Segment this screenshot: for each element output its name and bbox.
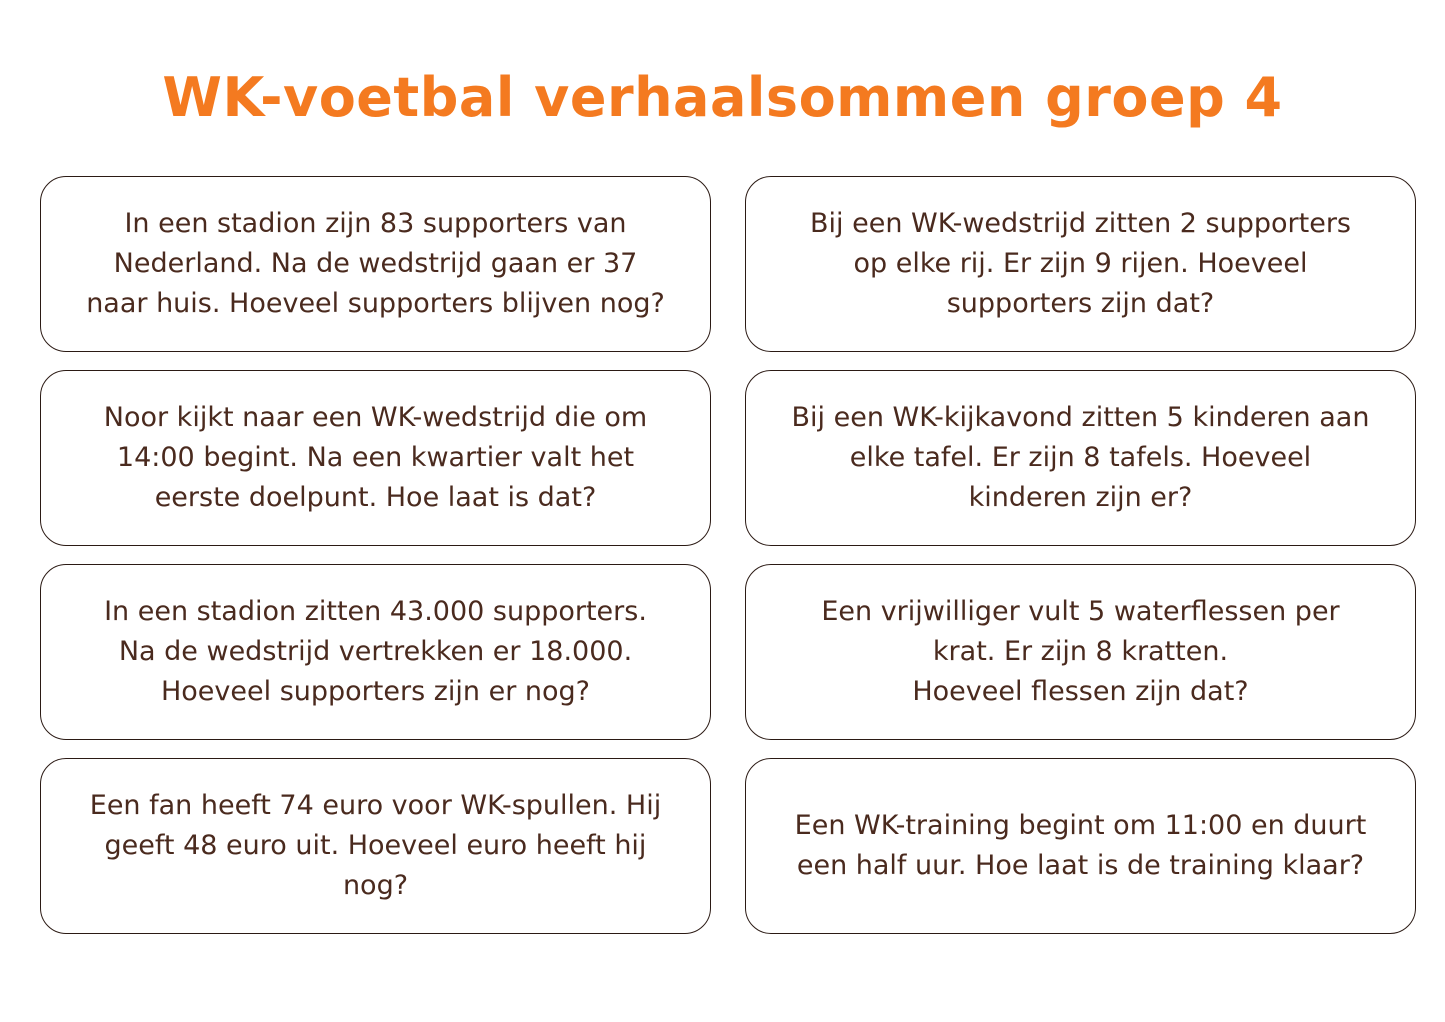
word-problem-card-3	[40, 370, 711, 546]
word-problem-card-2	[745, 176, 1416, 352]
word-problem-text: In een stadion zijn 83 supporters van Nederland. Na de wedstrijd gaan er 37 naar huis. Hoeveel supporters blijven nog?	[86, 208, 665, 319]
word-problem-text: Een vrijwilliger vult 5 waterflessen per krat. Er zijn 8 kratten. Hoeveel flessen zijn dat?	[821, 596, 1340, 707]
word-problem-card-6	[745, 564, 1416, 740]
word-problem-card-7	[40, 758, 711, 934]
word-problem-text: In een stadion zitten 43.000 supporters. Na de wedstrijd vertrekken er 18.000. Hoeveel supporters zijn er nog?	[104, 596, 647, 707]
word-problem-card-8	[745, 758, 1416, 934]
word-problem-text: Noor kijkt naar een WK-wedstrijd die om 14:00 begint. Na een kwartier valt het eerste doelpunt. Hoe laat is dat?	[103, 402, 648, 513]
word-problem-text: Bij een WK-wedstrijd zitten 2 supporters op elke rij. Er zijn 9 rijen. Hoeveel supporters zijn dat?	[809, 208, 1351, 319]
word-problem-text: Een fan heeft 74 euro voor WK-spullen. Hij geeft 48 euro uit. Hoeveel euro heeft hij nog?	[89, 790, 662, 901]
page-title: WK-voetbal verhaalsommen groep 4	[162, 66, 1283, 129]
word-problem-card-1	[40, 176, 711, 352]
word-problem-card-4	[745, 370, 1416, 546]
word-problem-card-5	[40, 564, 711, 740]
word-problem-text: Een WK-training begint om 11:00 en duurt een half uur. Hoe laat is de training klaar?	[794, 810, 1367, 881]
word-problem-grid	[40, 176, 1416, 934]
word-problem-text: Bij een WK-kijkavond zitten 5 kinderen aan elke tafel. Er zijn 8 tafels. Hoeveel kinderen zijn er?	[791, 402, 1370, 513]
